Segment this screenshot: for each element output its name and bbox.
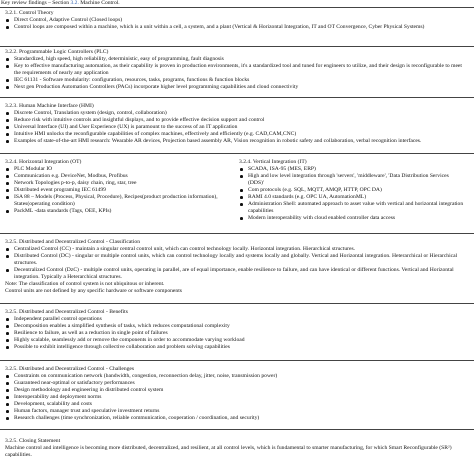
- list-item: Intuitive HMI unlocks the reconfigurable capabilities of complex machines, effectively and efficiently (e.g. CAD,CAM,CNC): [5, 131, 467, 138]
- list-item: Decentralized Control (DzC) - multiple control units, operating in parallel, are of equal importance, enable resilience to failure, and can have identical or different functions. Vertical and Horizontal integration. Typically a Heterarchical structures.: [5, 267, 467, 281]
- list-item: Constraints on communication network (bandwidth, congestion, reconnection delay, jitter, noise, transmission power): [5, 373, 467, 380]
- list-item: Modern interoperability with cloud enabled controller data access: [239, 215, 465, 222]
- classification-note: Note: The classification of control system is not ubiquitous or inherent. Control units are not defined by any specific hardware or software components: [5, 281, 182, 294]
- bullet-list: [239, 166, 465, 222]
- list-item: Possible to exhibit intelligence through collective collaboration and problem solving capabilities: [5, 344, 467, 351]
- section-rule: [0, 233, 474, 234]
- horizontal-integration-column: [5, 159, 233, 215]
- bullet-list: [5, 316, 467, 351]
- list-item: Interoperability and deployment norms: [5, 394, 467, 401]
- section-rule: [0, 46, 474, 47]
- section-3-2-5-challenges: [5, 366, 467, 422]
- closing-text: Machine control and intelligence is becoming more distributed, decentralized, and resilient, at all control levels, which is fundamental to smarter manufacturing, for which Smart Reconfigurable (SR²) capabilities.: [5, 445, 452, 458]
- list-item: High and low level integration through 'servers', 'middleware', 'Data Distribution Services (DDS)': [239, 173, 465, 187]
- list-item: Resilience to failure, as well as a reduction in single point of failures: [5, 330, 467, 337]
- section-rule: [0, 360, 474, 361]
- section-3-2-3: [5, 103, 467, 145]
- list-item: Highly scalable, seamlessly add or remove the components in order to accommodate varying workload: [5, 337, 467, 344]
- list-item: Direct Control, Adaptive Control (Closed loops): [5, 17, 467, 24]
- list-item: RAMI 4.0 standards (e.g. OPC UA, AutomationML): [239, 194, 465, 201]
- section-3-2-5-classification: [5, 239, 467, 295]
- list-item: Centralized Control (CC) - maintain a singular central control unit, which can control technology locally. Horizontal integration. Hierarchical structures.: [5, 246, 467, 253]
- list-item: Discrete Control, Translation system (design, control, collaboration): [5, 110, 467, 117]
- list-item: Design methodology and engineering in distributed control system: [5, 387, 467, 394]
- list-item: Decomposition enables a simplified synthesis of tasks, which reduces computational complexity: [5, 323, 467, 330]
- vertical-integration-column: [239, 159, 465, 222]
- list-item: Development, scalability and costs: [5, 401, 467, 408]
- list-item: Independent parallel control operations: [5, 316, 467, 323]
- section-heading: 3.2.5. Closing Statement: [5, 438, 61, 444]
- bullet-list: [5, 17, 467, 31]
- bullet-list: [5, 373, 467, 422]
- list-item: ISA 88 – Models (Process, Physical, Procedure), Recipes(product production information), States(operating condition): [5, 194, 233, 208]
- list-item: Guaranteed near-optimal or satisfactory performances: [5, 380, 467, 387]
- list-item: Standardized, high speed, high reliability, deterministic, easy of programming, fault diagnosis: [5, 56, 467, 63]
- list-item: Examples of state-of-the-art HMI research: Wearable AR devices, Projection based assembly AR, Vision recognition in robotic safety and collaboration, verbal recognition interfaces.: [5, 138, 467, 145]
- top-rule: [0, 7, 474, 8]
- table-caption: [1, 0, 120, 7]
- section-rule: [0, 97, 474, 98]
- list-item: Human factors, manager trust and speculative investment returns: [5, 408, 467, 415]
- bullet-list: [5, 246, 467, 281]
- section-heading: 3.2.4. Horizontal Integration (OT): [5, 159, 82, 165]
- list-item: Communication e.g. DeviceNet, Modbus, Profibus: [5, 173, 233, 180]
- section-3-2-1: [5, 10, 467, 31]
- section-heading: 3.2.5. Distributed and Decentralized Control - Classification: [5, 239, 140, 245]
- list-item: Control loops are composed within a machine, which is a unit within a cell, a system, and a plant (Vertical & Horizontal Integration, IT and OT Convergence, Cyber Physical Systems): [5, 24, 467, 31]
- list-item: Key to effective manufacturing automation, as their capability is proven in production environments, it's a standardized tool and tuned for engineers to utilize, and their design is reconfigurable to meet the requirements of nearly any application: [5, 63, 467, 77]
- section-heading: 3.2.4. Vertical Integration (IT): [239, 159, 307, 165]
- list-item: Reduce risk with intuitive controls and insightful displays, and to provide effective decision support and control: [5, 117, 467, 124]
- section-rule: [0, 153, 474, 154]
- list-item: Distributed Control (DC) - singular or multiple control units, which can control technology locally and systems locally and globally. Vertical and Horizontal integration. Heterarchical or Hierarchical structures.: [5, 253, 467, 267]
- section-rule: [0, 429, 474, 430]
- list-item: Com protocols (e.g. SQL, MQTT, AMQP, HTTP, OPC DA): [239, 187, 465, 194]
- section-heading: 3.2.2. Programmable Logic Controllers (PLC): [5, 49, 109, 55]
- bullet-list: [5, 166, 233, 215]
- section-3-2-5-benefits: [5, 309, 467, 351]
- section-heading: 3.2.1. Control Theory: [5, 10, 54, 16]
- list-item: Network Topologies p-to-p, daisy chain, ring, star, tree: [5, 180, 233, 187]
- list-item: Administration Shell: automated approach to asset value with vertical and horizontal integration capabilities: [239, 201, 465, 215]
- section-rule: [0, 303, 474, 304]
- list-item: SCADA, ISA-95 (MES, ERP): [239, 166, 465, 173]
- list-item: PLC Modular IO: [5, 166, 233, 173]
- list-item: Universal Interface (UI) and User Experience (UX) is paramount to the success of an IT application: [5, 124, 467, 131]
- section-link[interactable]: 3.2.: [70, 0, 79, 6]
- list-item: Distributed event programing IEC 61499: [5, 187, 233, 194]
- section-heading: 3.2.5. Distributed and Decentralized Control - Benefits: [5, 309, 128, 315]
- caption-suffix: Machine Control.: [78, 0, 120, 6]
- bullet-list: [5, 56, 467, 91]
- section-3-2-4: [5, 159, 467, 225]
- caption-prefix: Key review findings – Section: [1, 0, 71, 6]
- list-item: Research challenges (time synchronization, reliable communication, cooperation / coordination, and security): [5, 415, 467, 422]
- section-heading: 3.2.3. Human Machine Interface (HMI): [5, 103, 94, 109]
- list-item: IEC 61131 - Software modularity: configuration, resources, tasks, programs, functions & function blocks: [5, 77, 467, 84]
- bullet-list: [5, 110, 467, 145]
- list-item: PackML -data standards (Tags, OEE, KPIs): [5, 208, 233, 215]
- section-3-2-2: [5, 49, 467, 91]
- list-item: Next gen Production Automation Controllers (PACs) incorporate higher level programming capabilities and cloud connectivity: [5, 84, 467, 91]
- section-heading: 3.2.5. Distributed and Decentralized Control - Challenges: [5, 366, 135, 372]
- section-3-2-5-closing: [5, 438, 467, 459]
